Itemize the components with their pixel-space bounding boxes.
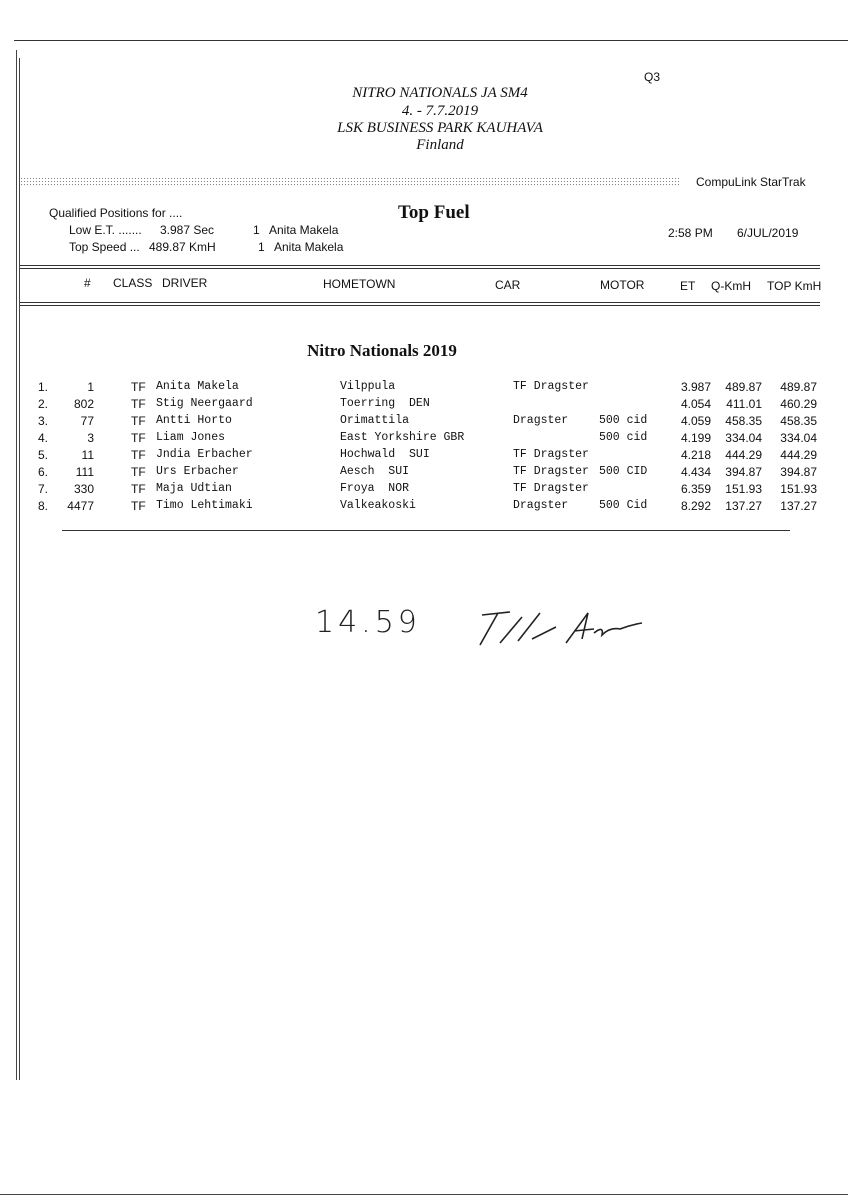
row-top-kmh: 458.35 (780, 414, 817, 428)
event-name: NITRO NATIONALS JA SM4 (352, 85, 528, 101)
row-q-kmh: 458.35 (725, 414, 762, 428)
dotted-separator (20, 177, 680, 186)
low-et-value: 3.987 Sec (160, 223, 215, 237)
row-q-kmh: 394.87 (725, 465, 762, 479)
row-class: TF (131, 465, 146, 479)
row-car: Dragster (513, 499, 569, 512)
row-class: TF (131, 414, 146, 428)
table-end-rule (62, 530, 790, 531)
row-q-kmh: 411.01 (726, 397, 762, 411)
row-car-number: 4477 (67, 499, 94, 513)
row-motor: 500 cid (599, 414, 648, 427)
row-position: 6. (38, 465, 49, 479)
row-et: 8.292 (680, 499, 711, 513)
row-position: 5. (38, 448, 49, 462)
top-speed-number: 1 (258, 240, 265, 254)
section-title: Nitro Nationals 2019 (307, 341, 457, 360)
low-et-label: Low E.T. ....... (69, 223, 142, 237)
col-q-kmh: Q-KmH (711, 279, 751, 293)
col-et: ET (680, 279, 696, 293)
row-q-kmh: 489.87 (725, 380, 762, 394)
left-margin-rule (16, 50, 17, 1080)
col-class: CLASS (113, 276, 153, 290)
event-country: Finland (416, 137, 464, 153)
col-car: CAR (495, 278, 521, 292)
row-position: 4. (38, 431, 49, 445)
row-driver: Liam Jones (156, 431, 226, 444)
row-top-kmh: 394.87 (780, 465, 817, 479)
top-speed-label: Top Speed ... (69, 240, 140, 254)
row-top-kmh: 460.29 (780, 397, 817, 411)
row-driver: Maja Udtian (156, 482, 232, 495)
report-date: 6/JUL/2019 (737, 226, 799, 240)
row-car-number: 802 (73, 397, 94, 411)
row-top-kmh: 334.04 (780, 431, 817, 445)
row-hometown: Aesch SUI (340, 465, 410, 478)
row-position: 7. (38, 482, 49, 496)
col-top-kmh: TOP KmH (767, 279, 822, 293)
header-rule-bottom-2 (20, 305, 820, 306)
row-class: TF (131, 448, 146, 462)
row-top-kmh: 489.87 (780, 380, 817, 394)
row-q-kmh: 444.29 (725, 448, 762, 462)
header-rule-top-1 (20, 265, 820, 266)
header-rule-bottom-1 (20, 302, 820, 303)
row-car-number: 330 (73, 482, 94, 496)
row-driver: Timo Lehtimaki (156, 499, 253, 512)
low-et-number: 1 (253, 223, 260, 237)
system-name: CompuLink StarTrak (696, 175, 806, 189)
row-top-kmh: 444.29 (780, 448, 817, 462)
handwritten-time: 14.59 (315, 605, 421, 640)
row-hometown: Hochwald SUI (340, 448, 430, 461)
row-hometown: East Yorkshire GBR (340, 431, 465, 444)
row-class: TF (131, 482, 146, 496)
row-car-number: 1 (87, 380, 94, 394)
row-motor: 500 cid (599, 431, 648, 444)
row-hometown: Toerring DEN (340, 397, 430, 410)
row-hometown: Froya NOR (340, 482, 410, 495)
col-driver: DRIVER (162, 276, 208, 290)
row-driver: Jndia Erbacher (156, 448, 253, 461)
row-class: TF (131, 397, 146, 411)
class-title: Top Fuel (398, 202, 470, 223)
row-car-number: 3 (87, 431, 94, 445)
row-et: 3.987 (680, 380, 711, 394)
row-motor: 500 Cid (599, 499, 648, 512)
row-class: TF (131, 380, 146, 394)
qualified-label: Qualified Positions for .... (49, 206, 183, 220)
row-car-number: 111 (75, 465, 94, 479)
row-car: TF Dragster (513, 448, 589, 461)
row-position: 1. (38, 380, 49, 394)
handwritten-signature (470, 603, 650, 653)
row-driver: Urs Erbacher (156, 465, 239, 478)
row-hometown: Valkeakoski (340, 499, 416, 512)
top-speed-driver: Anita Makela (274, 240, 344, 254)
row-et: 6.359 (680, 482, 711, 496)
row-driver: Antti Horto (156, 414, 232, 427)
left-margin-rule-inner (19, 58, 20, 1080)
row-hometown: Orimattila (340, 414, 410, 427)
row-q-kmh: 151.93 (725, 482, 762, 496)
row-et: 4.059 (680, 414, 711, 428)
row-q-kmh: 334.04 (725, 431, 762, 445)
row-et: 4.199 (680, 431, 711, 445)
row-position: 2. (38, 397, 49, 411)
row-hometown: Vilppula (340, 380, 396, 393)
row-q-kmh: 137.27 (725, 499, 762, 513)
header-rule-top-2 (20, 268, 820, 269)
row-car: TF Dragster (513, 482, 589, 495)
row-et: 4.218 (680, 448, 711, 462)
top-speed-value: 489.87 KmH (149, 240, 216, 254)
row-car: TF Dragster (513, 380, 589, 393)
event-venue: LSK BUSINESS PARK KAUHAVA (337, 120, 543, 136)
row-car-number: 11 (81, 448, 94, 462)
report-time: 2:58 PM (668, 226, 713, 240)
row-driver: Anita Makela (156, 380, 239, 393)
low-et-driver: Anita Makela (269, 223, 339, 237)
col-number: # (84, 276, 91, 290)
row-top-kmh: 137.27 (780, 499, 817, 513)
row-position: 3. (38, 414, 49, 428)
row-position: 8. (38, 499, 49, 513)
row-et: 4.434 (680, 465, 711, 479)
row-motor: 500 CID (599, 465, 648, 478)
col-motor: MOTOR (600, 278, 645, 292)
row-class: TF (131, 499, 146, 513)
row-car: TF Dragster (513, 465, 589, 478)
row-class: TF (131, 431, 146, 445)
top-rule (14, 40, 848, 41)
page-code: Q3 (644, 70, 661, 84)
row-driver: Stig Neergaard (156, 397, 253, 410)
col-hometown: HOMETOWN (323, 277, 396, 291)
bottom-rule (0, 1194, 848, 1195)
row-car: Dragster (513, 414, 569, 427)
row-car-number: 77 (80, 414, 94, 428)
row-top-kmh: 151.93 (780, 482, 817, 496)
row-et: 4.054 (680, 397, 711, 411)
event-dates: 4. - 7.7.2019 (401, 103, 479, 119)
